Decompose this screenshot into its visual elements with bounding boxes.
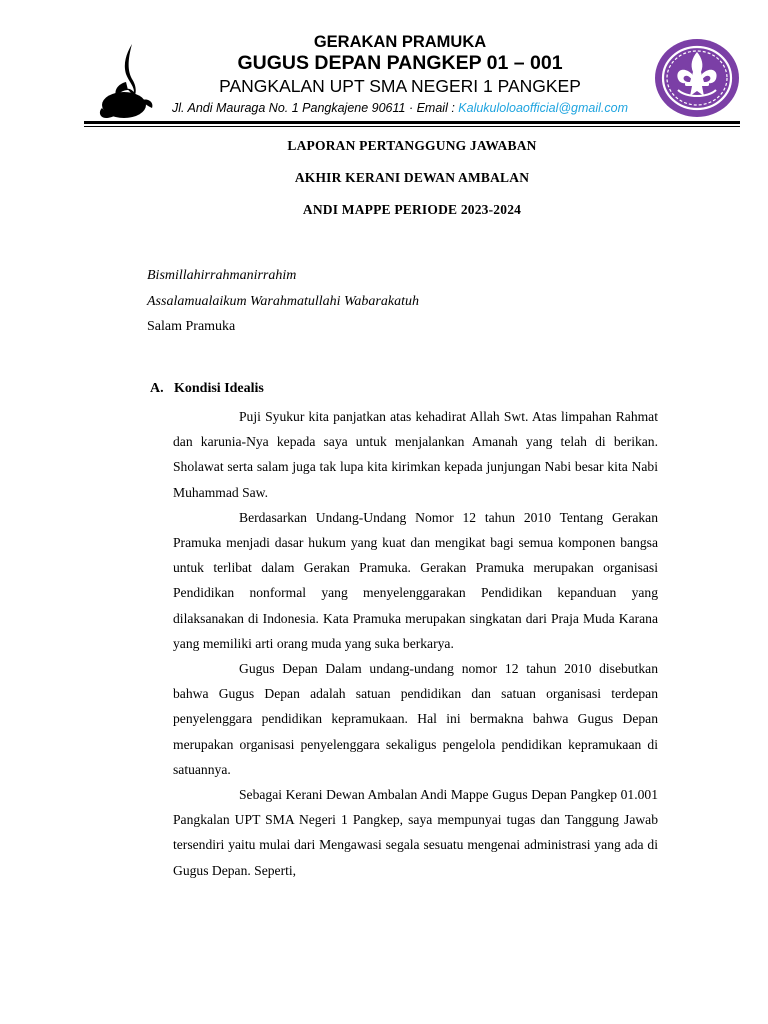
- greeting-pramuka: Salam Pramuka: [147, 319, 236, 334]
- report-title-line-1: LAPORAN PERTANGGUNG JAWABAN: [287, 138, 537, 153]
- body-paragraph: Sebagai Kerani Dewan Ambalan Andi Mappe Gugus Depan Pangkep 01.001 Pangkalan UPT SMA Negeri 1 Pangkep, saya mempunyai tugas dan Tanggung Jawab tersendiri yaitu mulai dari Mengawasi segala sesuatu mengenai administrasi yang ada di Gugus Depan. Seperti,: [173, 787, 658, 878]
- letterhead-rule-thick: [84, 121, 740, 124]
- address-text: Jl. Andi Mauraga No. 1 Pangkajene 90611 · Email :: [172, 101, 459, 115]
- section-letter: A.: [150, 381, 164, 396]
- body-paragraph: Gugus Depan Dalam undang-undang nomor 12 tahun 2010 disebutkan bahwa Gugus Depan adalah satuan pendidikan dan satuan organisasi terdepan penyelenggara pendidikan kepramukaan. Hal ini bermakna bahwa Gugus Depan merupakan organisasi penyelenggara sekaligus pengelola pendidikan kepramukaan di satuannya.: [173, 661, 658, 777]
- report-title-line-2: AKHIR KERANI DEWAN AMBALAN: [294, 170, 530, 185]
- unit-name: GUGUS DEPAN PANGKEP 01 – 001: [237, 52, 563, 74]
- letterhead-rule-thin: [84, 126, 740, 127]
- body-paragraph: Puji Syukur kita panjatkan atas kehadirat Allah Swt. Atas limpahan Rahmat dan karunia-Nya kepada saya untuk menjalankan Amanah yang telah di berikan. Sholawat serta salam juga tak lupa kita kirimkan kepada junjungan Nabi besar kita Nabi Muhammad Saw.: [173, 409, 658, 500]
- greeting-salam: Assalamualaikum Warahmatullahi Wabarakatuh: [147, 294, 419, 309]
- email-link[interactable]: Kalukuloloaofficial@gmail.com: [458, 101, 628, 115]
- base-name: PANGKALAN UPT SMA NEGERI 1 PANGKEP: [219, 76, 581, 96]
- section-body: [173, 404, 658, 883]
- section-title: Kondisi Idealis: [174, 381, 264, 396]
- report-title-line-3: ANDI MAPPE PERIODE 2023-2024: [302, 202, 522, 217]
- section-heading: [150, 381, 264, 397]
- wosm-emblem-icon: [654, 38, 740, 118]
- letterhead: [150, 32, 650, 117]
- body-paragraph: Berdasarkan Undang-Undang Nomor 12 tahun 2010 Tentang Gerakan Pramuka menjadi dasar hukum yang kuat dan mengikat bagi semua komponen bangsa untuk terlibat dalam Gerakan Pramuka. Gerakan Pramuka merupakan organisasi Pendidikan nonformal yang menyelenggarakan Pendidikan kepanduan yang dilaksanakan di Indonesia. Kata Pramuka merupakan singkatan dari Praja Muda Karana yang memiliki arti orang muda yang suka berkarya.: [173, 509, 658, 651]
- org-name: GERAKAN PRAMUKA: [313, 33, 487, 51]
- address-line: [150, 99, 650, 117]
- greeting-basmalah: Bismillahirrahmanirrahim: [147, 268, 297, 283]
